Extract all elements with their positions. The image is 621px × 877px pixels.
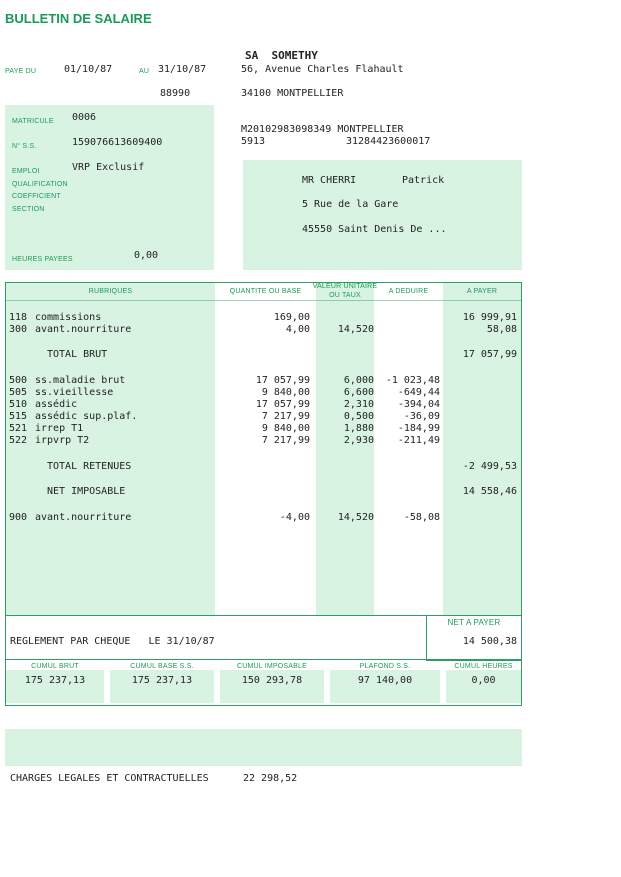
matricule-value: 0006 bbox=[72, 112, 97, 123]
reglement-text: REGLEMENT PAR CHEQUE LE 31/10/87 bbox=[10, 636, 215, 647]
row-payment: -2 499,53 bbox=[462, 461, 517, 472]
coefficient-label: COEFFICIENT bbox=[12, 193, 61, 200]
row-label: assédic bbox=[35, 399, 78, 410]
row-quantity: 169,00 bbox=[273, 312, 310, 323]
row-quantity: 9 840,00 bbox=[261, 423, 310, 434]
company-ref-siret-b: 31284423600017 bbox=[346, 136, 431, 147]
section-label: SECTION bbox=[12, 206, 45, 213]
bottom-band bbox=[5, 729, 522, 766]
net-a-payer-label: NET A PAYER bbox=[447, 618, 501, 627]
row-rate: 6,000 bbox=[343, 375, 374, 386]
heures-payees-value: 0,00 bbox=[134, 250, 159, 261]
emploi-value: VRP Exclusif bbox=[72, 162, 145, 173]
date-to: 31/10/87 bbox=[158, 64, 207, 75]
row-rate: 14,520 bbox=[337, 512, 374, 523]
row-payment: 16 999,91 bbox=[462, 312, 517, 323]
row-deduction: -1 023,48 bbox=[385, 375, 440, 386]
header-a-deduire: A DEDUIRE bbox=[388, 288, 429, 295]
company-address-line2: 34100 MONTPELLIER bbox=[241, 88, 344, 99]
row-rate: 1,880 bbox=[343, 423, 374, 434]
date-from: 01/10/87 bbox=[64, 64, 113, 75]
emploi-label: EMPLOI bbox=[12, 168, 40, 175]
row-quantity: 9 840,00 bbox=[261, 387, 310, 398]
row-payment: 17 057,99 bbox=[462, 349, 517, 360]
row-label: NET IMPOSABLE bbox=[47, 486, 126, 497]
row-rate: 0,500 bbox=[343, 411, 374, 422]
row-label: TOTAL RETENUES bbox=[47, 461, 132, 472]
row-rate: 2,310 bbox=[343, 399, 374, 410]
header-valeur-unitaire: VALEUR UNITAIRE bbox=[312, 283, 378, 290]
row-code: 515 bbox=[9, 411, 28, 422]
row-label: ss.vieillesse bbox=[35, 387, 114, 398]
cumul-imposable-label: CUMUL IMPOSABLE bbox=[236, 663, 308, 670]
cumul-base-ss-value: 175 237,13 bbox=[131, 675, 193, 686]
cumul-brut-label: CUMUL BRUT bbox=[31, 663, 79, 670]
charges-label: CHARGES LEGALES ET CONTRACTUELLES bbox=[10, 773, 209, 784]
plafond-ss-label: PLAFOND S.S. bbox=[359, 663, 411, 670]
row-deduction: -58,08 bbox=[403, 512, 440, 523]
company-ref-line1: M20102983098349 MONTPELLIER bbox=[241, 124, 404, 135]
row-quantity: 17 057,99 bbox=[255, 375, 310, 386]
company-ref-siret-a: 5913 bbox=[241, 136, 266, 147]
row-code: 300 bbox=[9, 324, 28, 335]
heures-payees-label: HEURES PAYEES bbox=[12, 256, 73, 263]
row-payment: 58,08 bbox=[486, 324, 517, 335]
row-label: assédic sup.plaf. bbox=[35, 411, 138, 422]
recipient-firstname: Patrick bbox=[402, 175, 445, 186]
cumul-heures-value: 0,00 bbox=[471, 675, 496, 686]
row-quantity: 7 217,99 bbox=[261, 411, 310, 422]
au-label: AU bbox=[139, 68, 150, 75]
row-payment: 14 558,46 bbox=[462, 486, 517, 497]
company-address-line1: 56, Avenue Charles Flahault bbox=[241, 64, 404, 75]
row-quantity: 17 057,99 bbox=[255, 399, 310, 410]
matricule-label: MATRICULE bbox=[12, 118, 54, 125]
row-code: 505 bbox=[9, 387, 28, 398]
qualification-label: QUALIFICATION bbox=[12, 181, 68, 188]
row-deduction: -394,04 bbox=[397, 399, 440, 410]
nss-label: N° S.S. bbox=[12, 143, 37, 150]
plafond-ss-value: 97 140,00 bbox=[357, 675, 413, 686]
row-label: TOTAL BRUT bbox=[47, 349, 108, 360]
row-label: commissions bbox=[35, 312, 102, 323]
row-code: 522 bbox=[9, 435, 28, 446]
header-quantite: QUANTITE OU BASE bbox=[229, 288, 302, 295]
row-label: avant.nourriture bbox=[35, 324, 132, 335]
row-deduction: -184,99 bbox=[397, 423, 440, 434]
row-code: 510 bbox=[9, 399, 28, 410]
page-title: BULLETIN DE SALAIRE bbox=[5, 11, 152, 26]
recipient-name: MR CHERRI bbox=[302, 175, 357, 186]
row-label: ss.maladie brut bbox=[35, 375, 126, 386]
row-code: 900 bbox=[9, 512, 28, 523]
net-a-payer-value: 14 500,38 bbox=[462, 636, 517, 647]
recipient-city: 45550 Saint Denis De ... bbox=[302, 224, 447, 235]
row-label: irrep T1 bbox=[35, 423, 84, 434]
employer-code: 88990 bbox=[160, 88, 191, 99]
header-rubriques: RUBRIQUES bbox=[88, 288, 133, 295]
header-ou-taux: OU TAUX bbox=[329, 292, 361, 299]
row-code: 521 bbox=[9, 423, 28, 434]
recipient-street: 5 Rue de la Gare bbox=[302, 199, 399, 210]
paye-du-label: PAYE DU bbox=[5, 68, 37, 75]
cumul-brut-value: 175 237,13 bbox=[24, 675, 86, 686]
header-a-payer: A PAYER bbox=[466, 288, 498, 295]
cumul-top-border bbox=[5, 659, 522, 660]
row-label: irpvrp T2 bbox=[35, 435, 90, 446]
charges-value: 22 298,52 bbox=[243, 773, 298, 784]
cumul-imposable-value: 150 293,78 bbox=[241, 675, 303, 686]
row-deduction: -211,49 bbox=[397, 435, 440, 446]
row-rate: 2,930 bbox=[343, 435, 374, 446]
nss-value: 159076613609400 bbox=[72, 137, 163, 148]
row-code: 500 bbox=[9, 375, 28, 386]
row-code: 118 bbox=[9, 312, 28, 323]
row-quantity: 7 217,99 bbox=[261, 435, 310, 446]
row-quantity: 4,00 bbox=[285, 324, 310, 335]
company-name: SA SOMETHY bbox=[245, 49, 318, 62]
row-deduction: -649,44 bbox=[397, 387, 440, 398]
row-quantity: -4,00 bbox=[279, 512, 310, 523]
row-deduction: -36,09 bbox=[403, 411, 440, 422]
row-rate: 14,520 bbox=[337, 324, 374, 335]
row-rate: 6,600 bbox=[343, 387, 374, 398]
row-label: avant.nourriture bbox=[35, 512, 132, 523]
cumul-base-ss-label: CUMUL BASE S.S. bbox=[130, 663, 194, 670]
cumul-heures-label: CUMUL HEURES bbox=[454, 663, 513, 670]
